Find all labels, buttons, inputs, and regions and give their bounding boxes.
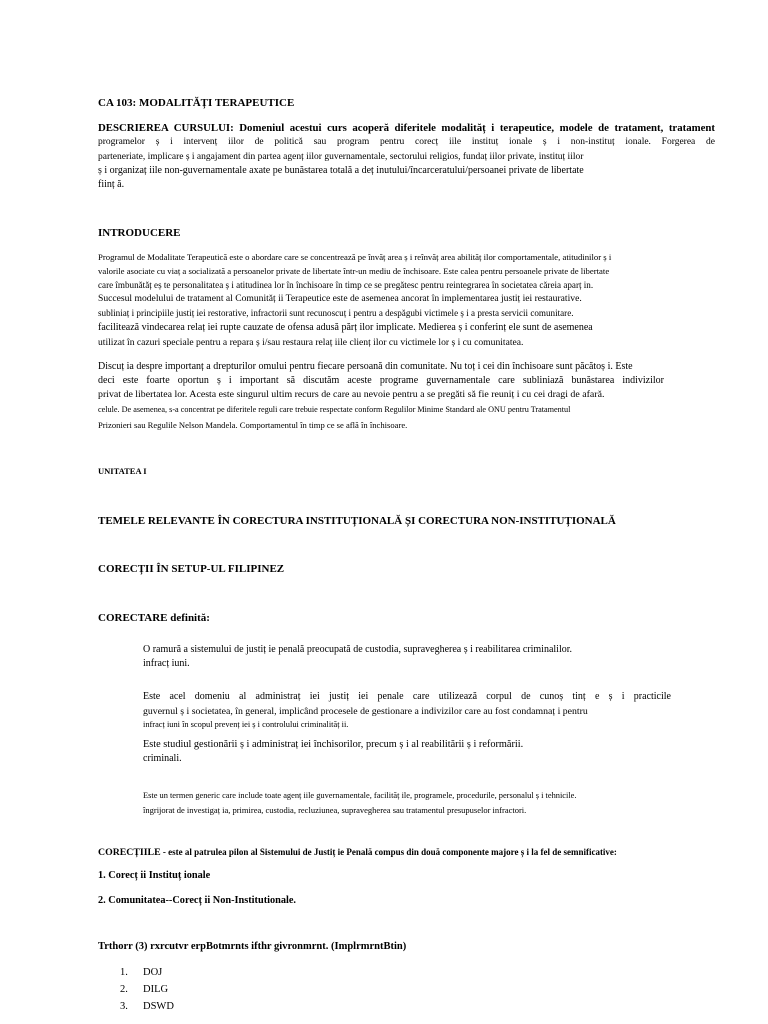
definition-3-line-2: criminali. bbox=[143, 753, 182, 764]
intro-p1-line-5: subliniaț i principiile justiț iei restorative, infractorii sunt recunoscuț i pentru a despăgubi victimele ș i a presta servicii comunitare. bbox=[98, 308, 574, 318]
pillar-text: - este al patrulea pilon al Sistemului de Justiț ie Penală compus din două componente majore ș i la fel de semnificative: bbox=[160, 847, 617, 857]
agencies-heading: Trthorr (3) rxrcutvr erpBotmrnts ifthr givronmrnt. (ImplrmrntBtin) bbox=[98, 941, 407, 952]
definition-4-line-1: Este un termen generic care include toate agenț iile guvernamentale, facilităț ile, programele, procedurile, personalul ș i tehnicile. bbox=[143, 791, 577, 800]
intro-p1-line-4: Succesul modelului de tratament al Comunităț ii Terapeutice este de asemenea ancorat în implementarea justiț iei restaurative. bbox=[98, 293, 582, 304]
intro-p2-line-1: Discuț ia despre importanț a drepturilor omului pentru fiecare persoană din comunitate. Nu toț i cei din închisoare sunt păcătoș i. Este bbox=[98, 361, 633, 372]
description-line-4: ș i organizaț iile non-guvernamentale axate pe bunăstarea totală a deț inutului/încarceratului/persoanei private de libertate bbox=[98, 165, 584, 176]
definition-4-line-2: îngrijorat de investigaț ia, primirea, custodia, recluziunea, supravegherea sau tratamentul presupuselor infractori. bbox=[143, 805, 527, 815]
definition-1-line-1: O ramură a sistemului de justiț ie penală preocupată de custodia, supravegherea ș i reabilitarea criminalilor. bbox=[143, 644, 573, 655]
list-item bbox=[98, 998, 174, 1015]
themes-heading: TEMELE RELEVANTE ÎN CORECTURA INSTITUȚIONALĂ ȘI CORECTURA NON-INSTITUȚIONALĂ bbox=[98, 515, 616, 527]
pillar-label: CORECȚIILE bbox=[98, 847, 161, 858]
component-institutional: 1. Corecț ii Instituț ionale bbox=[98, 870, 211, 881]
setup-heading: CORECȚII ÎN SETUP-UL FILIPINEZ bbox=[98, 563, 285, 575]
definition-heading: CORECTARE definită: bbox=[98, 612, 210, 624]
description-line-1 bbox=[98, 121, 715, 135]
intro-p1-line-6: facilitează vindecarea relaț iei rupte cauzate de ofensa adusă părț ilor implicate. Medierea ș i conferinț ele sunt de asemenea bbox=[98, 322, 593, 333]
course-title: CA 103: MODALITĂȚI TERAPEUTICE bbox=[98, 97, 295, 109]
pillar-sentence bbox=[98, 845, 617, 860]
introduction-heading: INTRODUCERE bbox=[98, 227, 181, 239]
agency-name: DSWD bbox=[143, 1001, 174, 1012]
list-number: 3. bbox=[120, 1001, 128, 1012]
list-number: 1. bbox=[120, 967, 128, 978]
intro-p1-line-3: care îmbunătăț eș te personalitatea ș i atitudinea lor în închisoare în timp ce se pregătesc pentru reintegrarea în societatea căreia aparț in. bbox=[98, 280, 594, 290]
definition-2-line-3: infracț iuni în scopul prevenț iei ș i controlului criminalităț ii. bbox=[143, 720, 349, 729]
agency-list bbox=[98, 964, 174, 1015]
intro-p2-line-4: celule. De asemenea, s-a concentrat pe diferitele reguli care trebuie respectate conform Regulilor Minime Standard ale ONU pentru Tratamentul bbox=[98, 405, 571, 414]
definition-1-line-2: infracț iuni. bbox=[143, 658, 190, 669]
definition-2-line-1: Este acel domeniu al administraț iei justiț iei penale care utilizează corpul de cunoș tinț e ș i practicile bbox=[143, 691, 671, 702]
agency-name: DOJ bbox=[143, 967, 163, 978]
list-number: 2. bbox=[120, 984, 128, 995]
intro-p1-line-1: Programul de Modalitate Terapeutică este o abordare care se concentrează pe învăț area ș i reînvăț area abilităț ilor comportamentale, atitudinilor ș i bbox=[98, 252, 612, 262]
definition-3-line-1: Este studiul gestionării ș i administraț iei închisorilor, precum ș i al reabilitării ș i reformării. bbox=[143, 739, 524, 750]
description-label: DESCRIEREA CURSULUI: bbox=[98, 122, 234, 134]
intro-p1-line-2: valorile asociate cu viaț a socializată a persoanelor private de libertate într-un mediu de închisoare. Este calea pentru persoanele private de libertate bbox=[98, 266, 610, 276]
list-item bbox=[98, 981, 174, 998]
agency-name: DILG bbox=[143, 984, 169, 995]
description-text: Domeniul acestui curs acoperă diferitele modalităț i terapeutice, modele de tratament, tratament bbox=[239, 122, 715, 134]
intro-p2-line-3: privat de libertatea lor. Acesta este singurul ultim recurs de care au nevoie pentru a se pregăti să fie reuniț i cu cei dragi de afară. bbox=[98, 389, 605, 400]
description-line-5: ființ ă. bbox=[98, 179, 125, 190]
definition-2-line-2: guvernul ș i societatea, în general, implicând procesele de gestionare a indivizilor care au fost condamnaț i pentru bbox=[143, 706, 588, 717]
description-line-2: programelor ș i intervenț iilor de politică sau program pentru corecț iile instituț ionale ș i non-instituț ionale. Forgerea de bbox=[98, 137, 715, 147]
intro-p2-line-2: deci este foarte oportun ș i important să discutăm aceste programe guvernamentale care subliniază bunăstarea indivizilor bbox=[98, 375, 664, 386]
intro-p2-line-5: Prizonieri sau Regulile Nelson Mandela. Comportamentul în timp ce se află în închisoare. bbox=[98, 420, 408, 430]
list-item bbox=[98, 964, 174, 981]
intro-p1-line-7: utilizat în cazuri speciale pentru a repara ș i/sau restaura relaț iile clienț ilor cu victimele lor ș i cu comunitatea. bbox=[98, 337, 524, 348]
description-line-3: parteneriate, implicare ș i angajament din partea agenț iilor guvernamentale, sectorului religios, fundaț iilor private, instituț iilor bbox=[98, 152, 584, 162]
component-community: 2. Comunitatea--Corecț ii Non-Institutionale. bbox=[98, 895, 297, 906]
unit-label: UNITATEA I bbox=[98, 466, 147, 476]
